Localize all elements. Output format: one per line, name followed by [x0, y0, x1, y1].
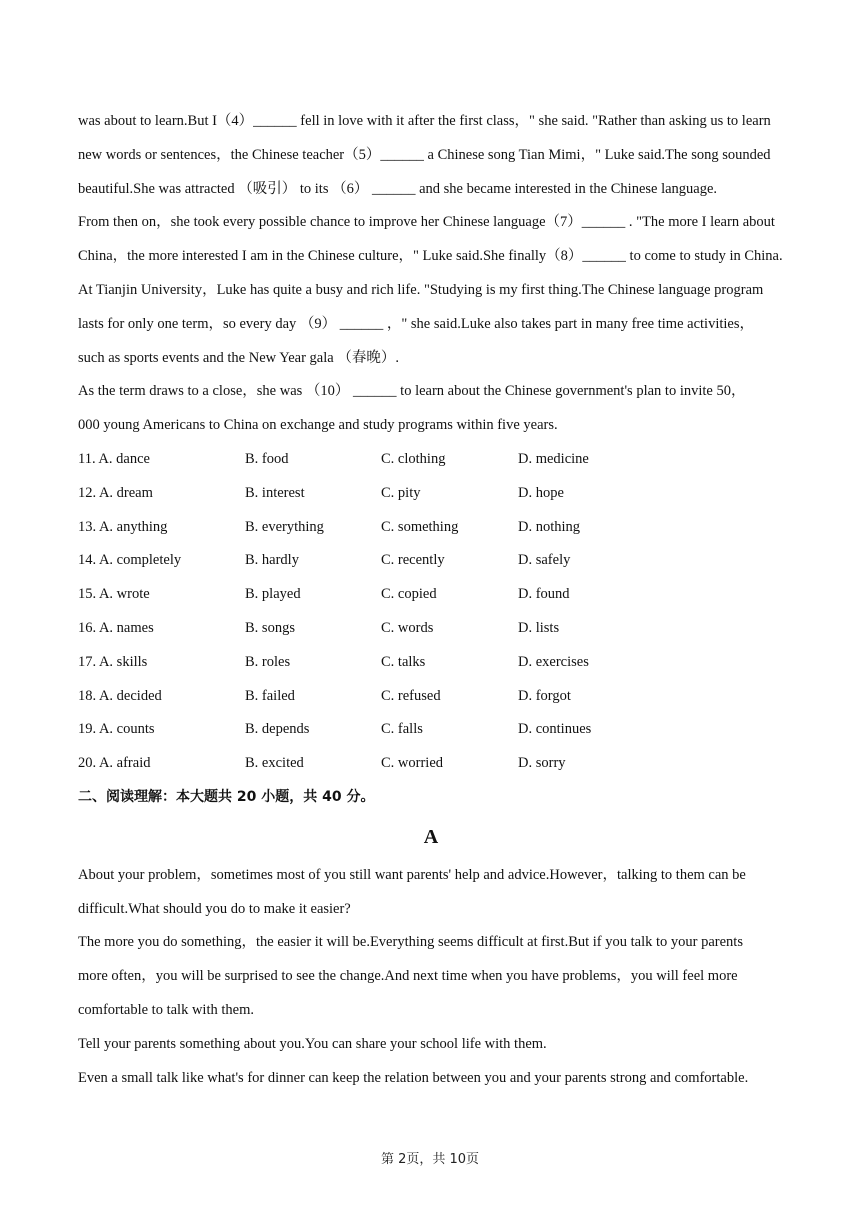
question-row — [78, 511, 784, 545]
option-c: C. falls — [381, 721, 423, 738]
option-d: D. nothing — [518, 518, 581, 535]
passage-line: beautiful.She was attracted （吸引） to its （6） ______ and she became interested in the Chinese language. — [78, 180, 718, 197]
option-d: D. hope — [518, 484, 564, 501]
option-c: C. refused — [381, 687, 441, 704]
page-number-footer: 第 2页，共 10页 — [380, 1152, 480, 1167]
option-d: D. found — [518, 586, 570, 603]
passage-line: Tell your parents something about you.You can share your school life with them. — [78, 1035, 547, 1052]
option-d: D. exercises — [518, 653, 589, 670]
reading-passage-a — [78, 859, 784, 1096]
question-row — [78, 612, 784, 646]
option-a: 15. A. wrote — [78, 586, 150, 603]
option-b: B. failed — [245, 687, 295, 704]
passage-line: At Tianjin University，Luke has quite a busy and rich life. "Studying is my first thing.The Chinese language program — [78, 281, 764, 298]
option-c: C. worried — [381, 755, 444, 772]
option-a: 19. A. counts — [78, 721, 155, 738]
passage-line: Even a small talk like what's for dinner can keep the relation between you and your parents strong and comfortable. — [78, 1069, 749, 1086]
option-c: C. something — [381, 518, 459, 535]
passage-line: The more you do something，the easier it will be.Everything seems difficult at first.But if you talk to your parents — [78, 934, 743, 951]
option-a: 12. A. dream — [78, 484, 153, 501]
passage-line: As the term draws to a close，she was （10） ______ to learn about the Chinese government's plan to invite 50， — [78, 383, 746, 400]
option-a: 16. A. names — [78, 619, 154, 636]
question-row — [78, 646, 784, 680]
option-c: C. talks — [381, 653, 426, 670]
option-d: D. medicine — [518, 450, 589, 467]
passage-line: From then on，she took every possible chance to improve her Chinese language（7）______ . "The more I learn about — [78, 214, 775, 231]
option-b: B. roles — [245, 653, 291, 670]
option-d: D. continues — [518, 721, 592, 738]
option-b: B. depends — [245, 721, 310, 738]
passage-line: About your problem，sometimes most of you still want parents' help and advice.However，talking to them can be — [78, 866, 746, 883]
option-d: D. lists — [518, 619, 560, 636]
page-content — [78, 105, 784, 1095]
answer-options — [78, 443, 784, 781]
question-row — [78, 713, 784, 747]
section-heading: 二、阅读理解：本大题共 20 小题，共 40 分。 — [78, 788, 375, 805]
question-row — [78, 680, 784, 714]
option-c: C. words — [381, 619, 434, 636]
option-a: 17. A. skills — [78, 653, 148, 670]
passage-title: A — [423, 825, 439, 848]
option-b: B. everything — [245, 518, 324, 535]
option-c: C. copied — [381, 586, 437, 603]
passage-line: more often，you will be surprised to see the change.And next time when you have problems，you will feel more — [78, 968, 738, 985]
option-b: B. interest — [245, 484, 305, 501]
passage-line: lasts for only one term，so every day （9） ______ ，" she said.Luke also takes part in many free time activities， — [78, 315, 754, 332]
option-b: B. played — [245, 586, 301, 603]
option-d: D. forgot — [518, 687, 571, 704]
option-b: B. songs — [245, 619, 295, 636]
passage-line: new words or sentences，the Chinese teacher（5）______ a Chinese song Tian Mimi，" Luke said.The song sounded — [78, 146, 771, 163]
question-row — [78, 544, 784, 578]
passage-line: was about to learn.But I（4）______ fell in love with it after the first class，" she said. "Rather than asking us to learn — [78, 113, 771, 129]
question-row — [78, 477, 784, 511]
option-a: 20. A. afraid — [78, 755, 151, 772]
passage-line: 000 young Americans to China on exchange and study programs within five years. — [78, 417, 558, 434]
passage-line: comfortable to talk with them. — [78, 1001, 254, 1018]
option-a: 11. A. dance — [78, 450, 150, 467]
option-b: B. excited — [245, 755, 304, 772]
option-b: B. food — [245, 450, 289, 467]
option-d: D. sorry — [518, 755, 566, 772]
cloze-passage — [78, 105, 784, 443]
option-c: C. clothing — [381, 450, 446, 467]
passage-line: such as sports events and the New Year gala （春晚）. — [78, 349, 399, 366]
passage-line: China，the more interested I am in the Chinese culture，" Luke said.She finally（8）______ to come to study in China. — [78, 248, 783, 265]
option-a: 18. A. decided — [78, 687, 162, 704]
question-row — [78, 747, 784, 781]
passage-line: difficult.What should you do to make it easier? — [78, 900, 351, 917]
option-c: C. recently — [381, 552, 445, 569]
option-b: B. hardly — [245, 552, 299, 569]
option-d: D. safely — [518, 552, 571, 569]
option-a: 14. A. completely — [78, 552, 182, 569]
question-row — [78, 578, 784, 612]
question-row — [78, 443, 784, 477]
option-c: C. pity — [381, 484, 421, 501]
option-a: 13. A. anything — [78, 518, 168, 535]
